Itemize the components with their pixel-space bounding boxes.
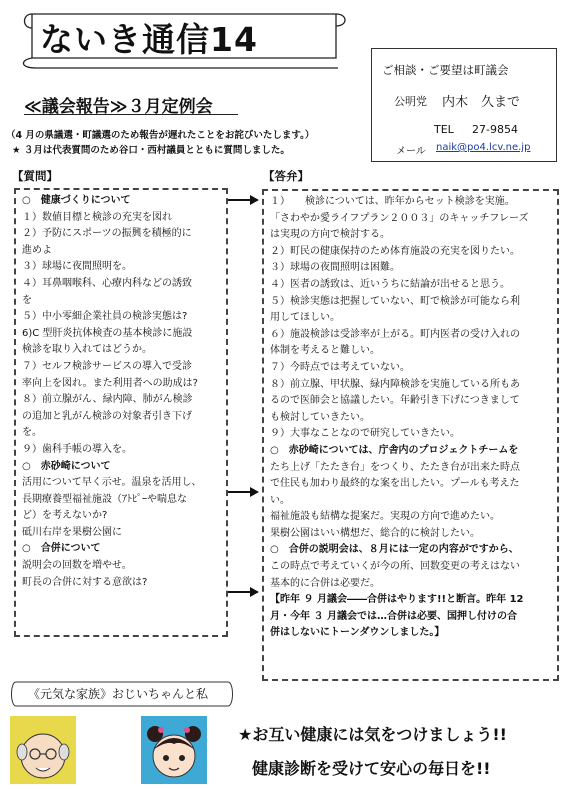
slogan-checkup: 健康診断を受けて安心の毎日を!!: [252, 759, 491, 778]
list-item: ３）球場の夜間照明は困難。: [270, 262, 400, 274]
list-item: を。: [22, 427, 42, 439]
answer-box: [262, 189, 559, 681]
mail-label: メール: [396, 146, 426, 157]
list-item: 併はしないにトーンダウンしました。】: [270, 627, 445, 639]
list-item: も検討していきたい。: [270, 411, 370, 423]
list-item: 6)C 型肝炎抗体検査の基本検診に施設: [22, 327, 193, 339]
list-item: ど）を考えないか?: [22, 510, 108, 522]
list-item: ３）球場に夜間照明を。: [22, 261, 132, 273]
list-item: で住民も加わり最終的な案を出したい。プールも考えた: [270, 478, 520, 490]
list-item: １）数値目標と検診の充実を図れ: [22, 211, 172, 223]
list-item: ９）大事なことなので研究していきたい。: [270, 428, 460, 440]
list-item: ５）中小零細企業社員の検診実態は?: [22, 311, 188, 323]
list-item: るので医師会と協議したい。年齢引き下げにつきまして: [270, 395, 520, 407]
list-item: の追加と乳がん検診の対象者引き下げ: [22, 410, 192, 422]
list-item: この時点で考えていくが今の所、回数変更の考えはない: [270, 561, 520, 573]
question-list: [22, 193, 202, 591]
family-title-text: 《元気な家族》: [28, 687, 113, 701]
list-item: 果樹公園はいい構想だ、総合的に検討したい。: [270, 527, 480, 539]
contact-party: 公明党: [394, 95, 427, 108]
list-item: ５）検診実態は把握していない、町で検診が可能なら利: [270, 295, 520, 307]
list-item: 活用について早く示せ。温泉を活用し、: [22, 477, 202, 489]
list-item: ○ 赤砂崎については、庁舎内のプロジェクトチームを: [270, 444, 519, 456]
family-title: [28, 685, 208, 702]
list-item: ○ 合併について: [22, 543, 101, 555]
list-item: ７）今時点では考えていない。: [270, 361, 410, 373]
list-item: 率向上を図れ。また利用者への助成は?: [22, 377, 198, 389]
answer-list: [270, 194, 529, 642]
list-item: ２）町民の健康保持のため体育施設の充実を図りたい。: [270, 245, 520, 257]
contact-name: 内木 久まで: [442, 95, 521, 110]
list-item: 検診を取り入れてはどうか。: [22, 344, 152, 356]
list-item: １） 検診については、昨年からセット検診を実施。: [270, 196, 515, 207]
list-item: ７）セルフ検診サービスの導入で受診: [22, 360, 192, 372]
list-item: ２）予防にスポーツの振興を積極的に: [22, 228, 192, 240]
contact-box: [371, 48, 557, 162]
tel-label: TEL: [434, 123, 454, 136]
apology-note: （4 月の県議選・町議選のため報告が遅れたことをお詫びいたします。）: [6, 130, 315, 141]
list-item: 「さわやか愛ライフプラン２００３」のキャッチフレーズ: [270, 212, 529, 224]
list-item: は実現の方向で検討する。: [270, 229, 390, 241]
list-item: 用してほしい。: [270, 312, 340, 324]
list-item: 町長の合併に対する意欲は?: [22, 576, 148, 588]
contact-heading: ご相談・ご要望は町議会: [382, 63, 509, 77]
newsletter-title: ないき通信14: [40, 20, 258, 59]
slogan-health: ★お互い健康には気をつけましょう!!: [238, 725, 507, 744]
list-item: ４）医者の誘致は、近いうちに結論が出せると思う。: [270, 278, 510, 290]
list-item: 砥川右岸を果樹公園に: [22, 526, 122, 538]
question-label: 【質問】: [12, 169, 58, 183]
arrow-icon: [228, 194, 260, 206]
list-item: 進めよ: [22, 244, 52, 256]
list-item: たち上げ「たたき台」をつくり、たたき台が出来た時点: [270, 461, 520, 473]
question-box: [14, 188, 228, 637]
tel-number: 27-9854: [472, 123, 518, 136]
arrow-icon: [228, 586, 260, 598]
list-item: い。: [270, 494, 290, 506]
list-item: 【昨年 ９ 月議会――合併はやります!!と断言。昨年 12: [270, 594, 524, 606]
list-item: ９）歯科手帳の導入を。: [22, 443, 132, 455]
list-item: 長期療養型福祉施設（ｱﾄﾋﾟｰや喘息な: [22, 493, 187, 505]
list-item: ○ 合併の説明会は、８月には一定の内容がですから、: [270, 544, 519, 556]
report-title-underline: [24, 114, 238, 115]
list-item: 月・今年 ３ 月議会では…合併は必要、国押し付けの合: [270, 610, 517, 622]
family-subtitle: おじいちゃんと私: [112, 687, 209, 701]
list-item: ○ 赤砂崎について: [22, 460, 111, 472]
list-item: 基本的に合併は必要だ。: [270, 577, 380, 589]
question-note: ★ ３月は代表質問のため谷口・西村議員とともに質問しました。: [12, 145, 290, 156]
girl-illustration: [141, 716, 207, 784]
list-item: ８）前立腺がん、緑内障、肺がん検診: [22, 394, 193, 406]
list-item: ○ 健康づくりについて: [22, 195, 131, 206]
list-item: 体制を考えると難しい。: [270, 345, 380, 357]
report-title: ≪議会報告≫３月定例会: [24, 97, 213, 117]
email-link[interactable]: naik@po4.lcv.ne.jp: [436, 142, 531, 153]
list-item: を: [22, 294, 32, 306]
list-item: ４）耳鼻咽喉科、心療内科などの誘致: [22, 277, 192, 289]
list-item: 福祉施設も結構な提案だ。実現の方向で進めたい。: [270, 511, 500, 523]
grandpa-illustration: [10, 716, 76, 784]
arrow-icon: [228, 486, 260, 498]
list-item: ８）前立腺、甲状腺、緑内障検診を実施している所もあ: [270, 378, 520, 390]
answer-label: 【答弁】: [263, 169, 309, 183]
list-item: 説明会の回数を増やせ。: [22, 560, 132, 572]
list-item: ６）施設検診は受診率が上がる。町内医者の受け入れの: [270, 328, 520, 340]
